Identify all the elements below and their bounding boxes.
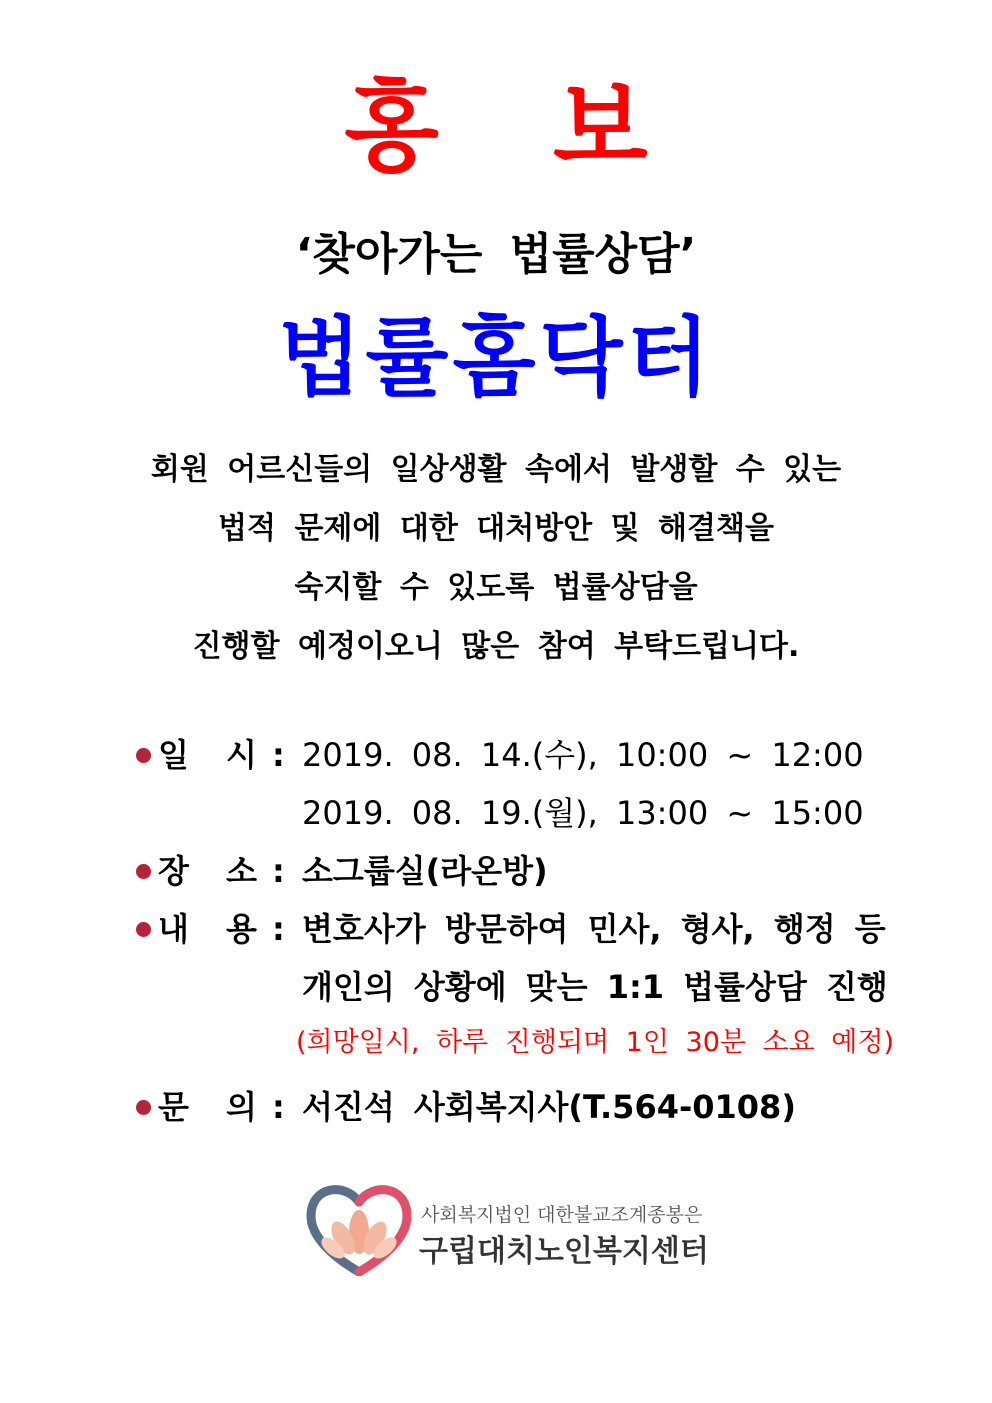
- label-char: 문: [158, 1088, 189, 1126]
- content-line-1: 변호사가 방문하여 민사, 형사, 행정 등: [302, 910, 886, 948]
- label-colon: :: [272, 852, 285, 890]
- intro-line: 법적 문제에 대한 대처방안 및 해결책을: [218, 511, 774, 546]
- label-char: 일: [158, 736, 189, 774]
- logo-org-line: 사회복지법인 대한불교조계종봉은: [421, 1204, 703, 1226]
- content-line-2: 개인의 상황에 맞는 1:1 법률상담 진행: [302, 968, 888, 1006]
- bullet-icon: [136, 748, 151, 763]
- label-char: 소: [226, 852, 257, 890]
- label-char: 용: [226, 910, 257, 948]
- logo-center-name: 구립대치노인복지센터: [419, 1234, 709, 1269]
- label-char: 시: [226, 736, 257, 774]
- bullet-icon: [136, 1100, 151, 1115]
- lotus-heart-icon: [305, 1180, 413, 1276]
- schedule-date-1: 2019. 08. 14.(수), 10:00 ~ 12:00: [302, 736, 864, 774]
- intro-line: 회원 어르신들의 일상생활 속에서 발생할 수 있는: [150, 452, 842, 487]
- place-value: 소그룹실(라온방): [302, 852, 548, 890]
- contact-value: 서진석 사회복지사(T.564-0108): [302, 1088, 796, 1126]
- label-char: 의: [226, 1088, 257, 1126]
- organization-logo: [305, 1180, 709, 1280]
- label-char: 장: [158, 852, 189, 890]
- label-colon: :: [272, 736, 285, 774]
- schedule-date-2: 2019. 08. 19.(월), 13:00 ~ 15:00: [302, 794, 864, 832]
- main-title-legal-home-doctor: 법률홈닥터: [278, 308, 714, 408]
- intro-line: 숙지할 수 있도록 법률상담을: [294, 570, 698, 605]
- bullet-icon: [136, 922, 151, 937]
- label-char: 내: [158, 910, 189, 948]
- bullet-icon: [136, 864, 151, 879]
- content-note: (희망일시, 하루 진행되며 1인 30분 소요 예정): [296, 1027, 894, 1058]
- intro-line: 진행할 예정이오니 많은 참여 부탁드립니다.: [192, 629, 800, 664]
- label-colon: :: [272, 1088, 285, 1126]
- heading-promotion: 홍 보: [344, 71, 688, 185]
- label-colon: :: [272, 910, 285, 948]
- subtitle-visiting-legal-consultation: ‘찾아가는 법률상담’: [295, 229, 697, 280]
